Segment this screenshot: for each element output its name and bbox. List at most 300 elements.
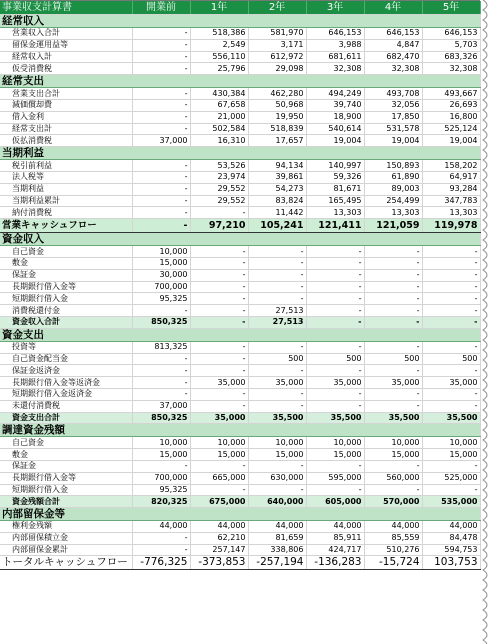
section-header-row [0,233,480,246]
value-cell: 581,970 [248,28,306,40]
section-title: 経常収入 [0,15,480,28]
table-row [0,532,480,544]
row-label: 保証金 [0,269,132,281]
value-cell: 500 [248,353,306,365]
column-header: 3年 [306,1,364,15]
value-cell: - [364,388,422,400]
value-cell: 158,202 [422,160,480,172]
operating-cash-flow-row [0,219,480,233]
value-cell: 500 [306,353,364,365]
row-label: 営業キャッシュフロー [0,219,132,233]
value-cell: - [132,365,190,377]
value-cell: 25,796 [190,63,248,75]
row-label: 当期利益 [0,183,132,195]
column-header: 4年 [364,1,422,15]
value-cell: - [364,246,422,258]
value-cell: - [364,316,422,328]
value-cell: 646,153 [306,28,364,40]
value-cell: - [306,365,364,377]
value-cell: - [190,353,248,365]
row-label: 保証金 [0,460,132,472]
value-cell: 10,000 [132,246,190,258]
value-cell: - [132,99,190,111]
value-cell: 15,000 [132,257,190,269]
value-cell: 32,056 [364,99,422,111]
value-cell: 85,911 [306,532,364,544]
total-cash-flow-row [0,556,480,570]
value-cell: 59,326 [306,171,364,183]
row-label: 自己資金 [0,246,132,258]
value-cell: 27,513 [248,305,306,317]
value-cell: - [132,183,190,195]
section-header-row [0,147,480,160]
row-label: 自己資金配当金 [0,353,132,365]
value-cell: - [364,460,422,472]
row-label: 営業収入合計 [0,28,132,40]
value-cell: 21,000 [190,111,248,123]
table-row [0,365,480,377]
value-cell: 15,000 [422,449,480,461]
value-cell: 35,000 [190,377,248,389]
table-row [0,400,480,412]
value-cell: - [422,400,480,412]
value-cell: 35,500 [306,412,364,424]
table-row [0,88,480,100]
value-cell: - [190,365,248,377]
value-cell: 594,753 [422,544,480,556]
cash-flow-table [0,1,481,570]
row-label: 資金残額合計 [0,496,132,508]
value-cell: 93,284 [422,183,480,195]
value-cell: 683,326 [422,51,480,63]
value-cell: 493,708 [364,88,422,100]
value-cell: 18,900 [306,111,364,123]
table-row [0,521,480,533]
value-cell: 150,893 [364,160,422,172]
value-cell: 10,000 [422,437,480,449]
row-label: 資金支出合計 [0,412,132,424]
value-cell: 15,000 [248,449,306,461]
value-cell: 89,003 [364,183,422,195]
value-cell: 338,806 [248,544,306,556]
value-cell: - [132,532,190,544]
table-row [0,293,480,305]
value-cell: 257,147 [190,544,248,556]
table-row [0,388,480,400]
value-cell: - [132,544,190,556]
section-title: 資金支出 [0,328,480,341]
value-cell: 700,000 [132,281,190,293]
table-row [0,39,480,51]
table-row [0,449,480,461]
value-cell: - [364,257,422,269]
value-cell: 5,703 [422,39,480,51]
value-cell: - [422,484,480,496]
value-cell: 2,549 [190,39,248,51]
row-label: 権利金残額 [0,521,132,533]
header-row [0,1,480,15]
value-cell: - [248,281,306,293]
value-cell: 531,578 [364,123,422,135]
row-label: 短期銀行借入金 [0,484,132,496]
value-cell: 121,059 [364,219,422,233]
row-label: 経常収入計 [0,51,132,63]
table-row [0,472,480,484]
value-cell: - [364,269,422,281]
row-label: トータルキャッシュフロー [0,556,132,570]
value-cell: 81,671 [306,183,364,195]
value-cell: - [306,460,364,472]
section-header-row [0,75,480,88]
value-cell: 35,000 [306,377,364,389]
value-cell: - [422,316,480,328]
value-cell: - [132,39,190,51]
value-cell: 140,997 [306,160,364,172]
value-cell: - [306,341,364,353]
value-cell: 640,000 [248,496,306,508]
value-cell: 44,000 [306,521,364,533]
value-cell: 61,890 [364,171,422,183]
value-cell: 95,325 [132,484,190,496]
value-cell: 39,740 [306,99,364,111]
value-cell: - [306,246,364,258]
value-cell: 10,000 [132,437,190,449]
row-label: 資金収入合計 [0,316,132,328]
value-cell: - [190,400,248,412]
value-cell: 50,968 [248,99,306,111]
table-row [0,195,480,207]
value-cell: 29,552 [190,183,248,195]
value-cell: - [132,171,190,183]
value-cell: 850,325 [132,316,190,328]
value-cell: 462,280 [248,88,306,100]
table-body [0,15,480,570]
value-cell: 11,442 [248,207,306,219]
row-label: 保証金返済金 [0,365,132,377]
value-cell: 97,210 [190,219,248,233]
value-cell: - [190,257,248,269]
value-cell: 493,667 [422,88,480,100]
table-row [0,51,480,63]
row-label: 当期利益累計 [0,195,132,207]
table-row [0,305,480,317]
value-cell: 44,000 [190,521,248,533]
table-row [0,123,480,135]
value-cell: 525,124 [422,123,480,135]
value-cell: - [248,341,306,353]
value-cell: - [248,460,306,472]
value-cell: 32,308 [364,63,422,75]
value-cell: 700,000 [132,472,190,484]
value-cell: - [422,281,480,293]
table-row [0,484,480,496]
value-cell: 347,783 [422,195,480,207]
value-cell: 665,000 [190,472,248,484]
value-cell: - [190,207,248,219]
table-row [0,437,480,449]
row-label: 内部留保積立金 [0,532,132,544]
value-cell: - [248,246,306,258]
value-cell: 3,988 [306,39,364,51]
value-cell: 612,972 [248,51,306,63]
value-cell: 29,098 [248,63,306,75]
value-cell: 32,308 [422,63,480,75]
value-cell: 44,000 [364,521,422,533]
torn-edge [480,0,494,644]
value-cell: 29,552 [190,195,248,207]
value-cell: 44,000 [132,521,190,533]
value-cell: - [132,88,190,100]
table-row [0,544,480,556]
value-cell: - [132,123,190,135]
value-cell: - [190,460,248,472]
value-cell: 518,839 [248,123,306,135]
value-cell: - [248,388,306,400]
value-cell: 103,753 [422,556,480,570]
value-cell: - [190,293,248,305]
value-cell: 165,495 [306,195,364,207]
value-cell: 19,950 [248,111,306,123]
value-cell: 35,000 [364,377,422,389]
table-row [0,377,480,389]
row-label: 投資等 [0,341,132,353]
value-cell: 67,658 [190,99,248,111]
section-title: 経常支出 [0,75,480,88]
value-cell: 850,325 [132,412,190,424]
value-cell: 19,004 [422,135,480,147]
value-cell: -136,283 [306,556,364,570]
value-cell: 4,847 [364,39,422,51]
value-cell: - [132,195,190,207]
value-cell: - [190,269,248,281]
value-cell: 813,325 [132,341,190,353]
column-header: 5年 [422,1,480,15]
table-row [0,281,480,293]
value-cell: 32,308 [306,63,364,75]
value-cell: 430,384 [190,88,248,100]
value-cell: - [306,316,364,328]
value-cell: - [248,484,306,496]
row-label: 長期銀行借入金等 [0,281,132,293]
value-cell: 37,000 [132,135,190,147]
value-cell: 44,000 [422,521,480,533]
table-row [0,111,480,123]
value-cell: - [132,207,190,219]
row-label: 経常支出計 [0,123,132,135]
value-cell: 10,000 [248,437,306,449]
table-row [0,135,480,147]
value-cell: 44,000 [248,521,306,533]
value-cell: 30,000 [132,269,190,281]
value-cell: - [132,160,190,172]
value-cell: 35,500 [364,412,422,424]
section-header-row [0,15,480,28]
value-cell: 62,210 [190,532,248,544]
value-cell: - [132,111,190,123]
section-header-row [0,508,480,521]
row-label: 減価償却費 [0,99,132,111]
row-label: 税引前利益 [0,160,132,172]
row-label: 法人税等 [0,171,132,183]
value-cell: 646,153 [364,28,422,40]
value-cell: - [190,281,248,293]
value-cell: - [190,341,248,353]
row-label: 短期銀行借入金 [0,293,132,305]
value-cell: - [422,305,480,317]
value-cell: 13,303 [364,207,422,219]
row-label: 仮受消費税 [0,63,132,75]
value-cell: - [364,400,422,412]
value-cell: -776,325 [132,556,190,570]
table-row [0,341,480,353]
column-header: 2年 [248,1,306,15]
row-label: 長期銀行借入金等 [0,472,132,484]
value-cell: - [190,316,248,328]
value-cell: 94,134 [248,160,306,172]
value-cell: - [248,269,306,281]
value-cell: 556,110 [190,51,248,63]
value-cell: - [248,257,306,269]
subtotal-row [0,496,480,508]
value-cell: 3,171 [248,39,306,51]
section-title: 内部留保金等 [0,508,480,521]
table-row [0,269,480,281]
value-cell: 15,000 [306,449,364,461]
value-cell: - [364,341,422,353]
value-cell: 64,917 [422,171,480,183]
value-cell: 595,000 [306,472,364,484]
value-cell: - [422,293,480,305]
value-cell: - [422,269,480,281]
value-cell: - [364,365,422,377]
row-label: 長期銀行借入金等返済金 [0,377,132,389]
subtotal-row [0,412,480,424]
row-label: 未還付消費税 [0,400,132,412]
value-cell: 35,000 [190,412,248,424]
value-cell: - [132,460,190,472]
value-cell: - [306,484,364,496]
value-cell: - [422,460,480,472]
value-cell: - [132,388,190,400]
value-cell: 646,153 [422,28,480,40]
section-header-row [0,424,480,437]
value-cell: 95,325 [132,293,190,305]
value-cell: - [132,377,190,389]
value-cell: -257,194 [248,556,306,570]
value-cell: - [132,353,190,365]
row-label: 消費税還付金 [0,305,132,317]
value-cell: 83,824 [248,195,306,207]
value-cell: 510,276 [364,544,422,556]
value-cell: 681,611 [306,51,364,63]
value-cell: - [132,219,190,233]
value-cell: 19,004 [364,135,422,147]
value-cell: 540,614 [306,123,364,135]
value-cell: 15,000 [364,449,422,461]
value-cell: - [132,28,190,40]
value-cell: 675,000 [190,496,248,508]
value-cell: 84,478 [422,532,480,544]
value-cell: 17,850 [364,111,422,123]
value-cell: - [248,400,306,412]
value-cell: - [364,305,422,317]
table-row [0,246,480,258]
value-cell: 518,386 [190,28,248,40]
value-cell: - [190,305,248,317]
value-cell: - [422,257,480,269]
value-cell: 39,861 [248,171,306,183]
section-title: 資金収入 [0,233,480,246]
value-cell: - [248,365,306,377]
value-cell: 37,000 [132,400,190,412]
value-cell: 525,000 [422,472,480,484]
table-row [0,160,480,172]
row-label: 自己資金 [0,437,132,449]
value-cell: - [422,341,480,353]
table-row [0,63,480,75]
table-row [0,28,480,40]
value-cell: - [422,246,480,258]
value-cell: 254,499 [364,195,422,207]
section-title: 調達資金残額 [0,424,480,437]
table-row [0,183,480,195]
value-cell: - [132,305,190,317]
column-header: 1年 [190,1,248,15]
row-label: 内部留保金累計 [0,544,132,556]
value-cell: 53,526 [190,160,248,172]
row-label: 仮払消費税 [0,135,132,147]
value-cell: - [364,484,422,496]
table-row [0,257,480,269]
value-cell: 535,000 [422,496,480,508]
value-cell: 54,273 [248,183,306,195]
value-cell: - [306,400,364,412]
value-cell: 13,303 [422,207,480,219]
value-cell: 23,974 [190,171,248,183]
value-cell: - [422,365,480,377]
value-cell: 15,000 [132,449,190,461]
value-cell: 19,004 [306,135,364,147]
row-label: 納付消費税 [0,207,132,219]
value-cell: 16,800 [422,111,480,123]
value-cell: 570,000 [364,496,422,508]
table-row [0,207,480,219]
table-row [0,99,480,111]
value-cell: - [306,281,364,293]
value-cell: 35,000 [248,377,306,389]
value-cell: - [306,269,364,281]
section-title: 当期利益 [0,147,480,160]
value-cell: 121,411 [306,219,364,233]
value-cell: 630,000 [248,472,306,484]
row-label: 営業支出合計 [0,88,132,100]
table-row [0,460,480,472]
value-cell: 502,584 [190,123,248,135]
value-cell: - [248,293,306,305]
row-label: 敷金 [0,257,132,269]
value-cell: 10,000 [306,437,364,449]
value-cell: - [422,388,480,400]
column-header: 開業前 [132,1,190,15]
value-cell: - [364,293,422,305]
value-cell: 494,249 [306,88,364,100]
value-cell: - [190,246,248,258]
value-cell: - [132,51,190,63]
value-cell: 85,559 [364,532,422,544]
sheet-title: 事業収支計算書 [0,1,132,15]
value-cell: 500 [364,353,422,365]
value-cell: 424,717 [306,544,364,556]
